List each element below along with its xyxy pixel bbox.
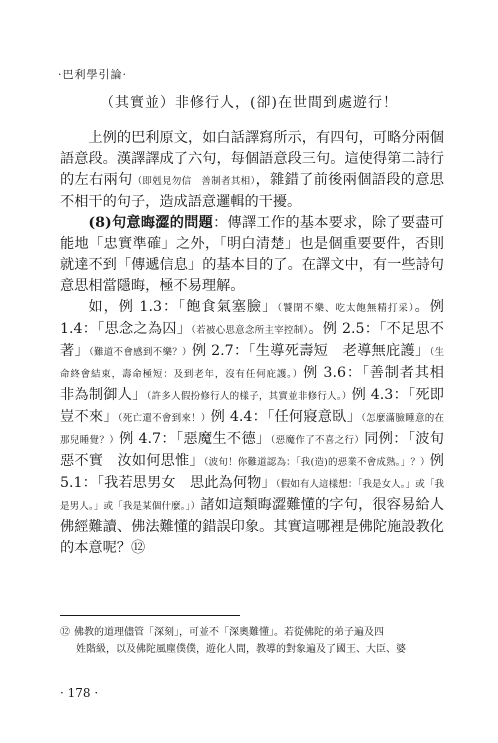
section-heading: (8)句意晦澀的問題 xyxy=(88,215,214,231)
example-3-6: 例 3.6：「善制者其相 非為制御人」 xyxy=(60,365,459,403)
example-2-7-gloss: （生命終會結束，壽命極短：及到老年，沒有任何庇護。） xyxy=(60,347,444,380)
paragraph-1 xyxy=(60,128,444,213)
paragraph-3-conclusion: 諸如這類晦澀難懂的字句，很容易給人佛經難讀、佛法難懂的錯誤印象。其實這哪裡是佛陀施設教化的本意呢？ xyxy=(60,497,444,556)
example-4-4-gloss: （怎麼滿臉睡意的在那兒睡覺？） xyxy=(60,413,444,446)
paragraph-2-text: ：傳譯工作的基本要求，除了要盡可能地「忠實準確」之外，「明白清楚」也是個重要要件，否則就達不到「傳遞信息」的基本目的了。在譯文中，有一些詩句意思相當隱晦，極不易理解。 xyxy=(60,215,444,294)
example-4-7: 例 4.7：「惡魔生不德」 xyxy=(119,431,271,447)
page-number: · 178 · xyxy=(60,686,99,700)
example-4-4: 例 4.4：「任何寢意臥」 xyxy=(210,409,362,425)
example-5-1-gloss: （假如有人這樣想：「我是女人。」或「我是男人。」或「我是某個什麼。」） xyxy=(60,479,444,512)
example-same: 同例：「波旬惡不實 汝如何思惟」 xyxy=(60,431,444,469)
example-same-gloss: （波旬！你難道認為：「我(造)的惡業不會成熟。」？） xyxy=(203,457,430,468)
example-4-3: 例 4.3：「死即豈不來」 xyxy=(60,387,444,425)
example-2-5: 。例 2.5：「不足思不著」 xyxy=(60,321,444,359)
example-2-7: 例 2.7：「生導死壽短 老導無庇護」 xyxy=(191,343,430,359)
example-1-4: 。例 1.4：「思念之為囚」 xyxy=(60,299,444,337)
footnote-line-2: 姓階級，以及佛陀風塵僕僕，遊化人間，教導的對象遍及了國王、大臣、婆 xyxy=(76,644,406,655)
example-5-1: 例 5.1：「我若思男女 思此為何物」 xyxy=(60,453,444,491)
footnote-reference[interactable]: ⑫ xyxy=(130,540,146,556)
example-4-7-gloss: （惡魔作了不喜之行） xyxy=(270,435,365,446)
example-3-6-gloss: （許多人假扮修行人的樣子，其實並非修行人。） xyxy=(146,391,352,402)
example-2-5-gloss: （難道不會感到不樂？） xyxy=(88,347,192,358)
footnote-line-1: 佛教的道理儘管「深刻」，可並不「深奧難懂」。若從佛陀的弟子遍及四 xyxy=(74,627,384,638)
example-1-3: 如，例 1.3：「飽食氣塞臉」 xyxy=(88,299,278,315)
body-text xyxy=(60,128,459,559)
verse-quote: （其實並）非修行人，(卻)在世間到處遊行！ xyxy=(100,95,398,111)
example-4-3-gloss: （死亡還不會到來！） xyxy=(117,413,211,424)
paragraph-1-annotation: （即剋見勿信 善制者其相） xyxy=(132,176,256,187)
paragraph-3 xyxy=(60,297,459,559)
paragraph-2 xyxy=(60,213,444,297)
paragraph-1-tail: ，雜錯了前後兩個語段的意思不相干的句子，造成語意邏輯的干擾。 xyxy=(60,172,444,210)
running-header: ·巴利學引論· xyxy=(58,68,127,81)
footnote-divider xyxy=(60,615,240,616)
example-1-3-gloss: （饕閉不樂、吃太飽無精打采） xyxy=(277,303,415,314)
example-1-4-gloss: （若被心思意念所主宰控制） xyxy=(191,325,309,336)
footnote xyxy=(60,624,450,658)
footnote-number: ⑫ xyxy=(60,627,70,638)
paragraph-1-text: 上例的巴利原文，如白話譯寫所示，有四句，可略分兩個語意段。漢譯譯成了六句，每個語意段三句。這使得第二詩行的左右兩句 xyxy=(60,130,444,188)
